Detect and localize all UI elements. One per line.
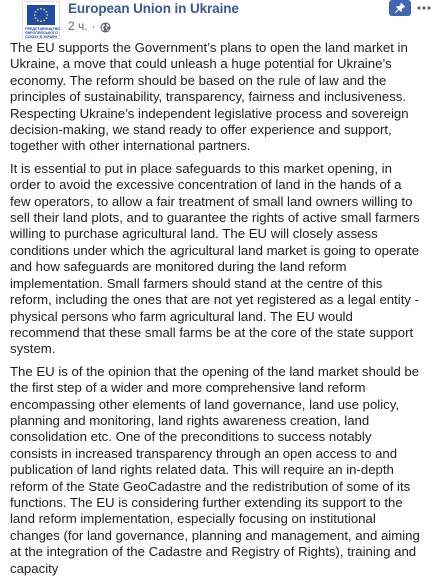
more-options-icon[interactable] [416,0,432,16]
post-paragraph: It is essential to put in place safeguards to this market opening, in order to avoid the excessive concentration of land in the hands of a few operators, to allow a fair treatment of small land owners willing to sell their land plots, and to guarantee the rights of active small farmers willing to purchase agricultural land. The EU will closely assess conditions under which the agricultural land market is going to operate and how safeguards are monitored during the land reform implementation. Small farmers should stand at the centre of this reform, including the ones that are not yet registered as a legal entity - physical persons who farm agricultural land. The EU would recommend that these small farms be at the core of the state support system. [10,160,420,357]
avatar-caption: ПРЕДСТАВНИЦТВО ЄВРОПЕЙСЬКОГО СОЮЗУ В УКРАЇНІ [25,27,60,39]
flag-star [34,14,36,16]
flag-star [46,11,48,13]
eu-flag-logo [27,5,55,25]
flag-star [40,8,42,10]
post-header [12,0,416,42]
post-meta [68,0,239,34]
post-paragraph: The EU is of the opinion that the opening of the land market should be the first step of a wider and more comprehensive land reform encompassing other elements of land governance, land use policy, planning and monitoring, land rights awareness creation, land consolidation etc. One of the preconditions to success notably consists in increased transparency through an open access to and publication of land rights related data. This will require an in-depth reform of the State GeoCadastre and the redistribution of some of its functions. The EU is considering further extending its support to the land reform implementation, especially focusing on institutional changes (for land governance, planning and management, and aiming at the integration of the Cadastre and Registry of Rights), training and capacity [10,363,420,576]
flag-star [40,20,42,22]
flag-star [37,9,39,11]
flag-star [46,14,48,16]
flag-star [43,9,45,11]
post-info [68,18,239,34]
flag-star [35,17,37,19]
post-text [10,40,420,583]
pin-icon[interactable] [389,0,411,16]
page-name-link[interactable]: European Union in Ukraine [68,1,239,16]
page-avatar[interactable] [22,1,60,39]
flag-star [43,20,45,22]
flag-star [35,11,37,13]
flag-star [37,20,39,22]
separator-dot: · [91,19,96,33]
post-timestamp[interactable]: 2 ч. [68,19,88,33]
globe-icon[interactable] [100,21,111,32]
flag-star [46,17,48,19]
post-paragraph: The EU supports the Government’s plans to open the land market in Ukraine, a move that could unleash a huge potential for Ukraine’s economy. The reform should be based on the rule of law and the principles of sustainability, transparency, fairness and inclusiveness. Respecting Ukraine’s independent legislative process and sovereign decision-making, we stand ready to offer experience and support, together with other international partners. [10,40,409,154]
